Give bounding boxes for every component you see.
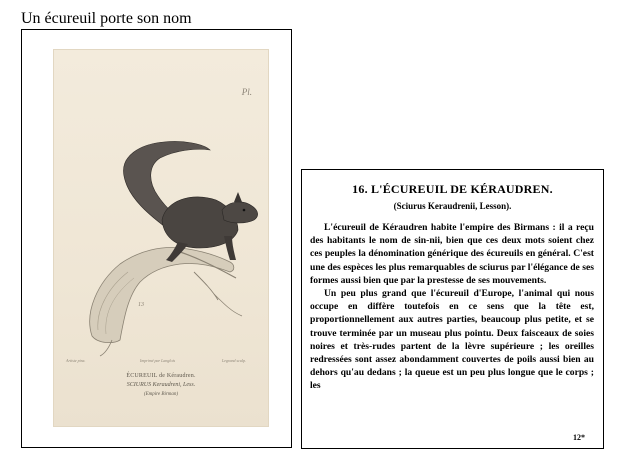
plate-number: Pl. [241,87,252,97]
book-excerpt [301,169,604,449]
entry-title: 16. L'ÉCUREUIL DE KÉRAUDREN. [352,182,553,196]
branch [90,248,234,343]
plate-credit-right: Legrand sculp. [222,358,246,363]
plate-image-frame [21,29,292,448]
entry-subtitle: (Sciurus Keraudrenii, Lesson). [393,201,512,211]
squirrel-illustration [54,50,268,426]
entry-body [310,221,594,393]
head [222,202,258,223]
entry-paragraph-1: L'écureuil de Kéraudren habite l'empire des Birmans : il a reçu des habitants le nom de sin-nii, bien que ces deux mots soient chez ces peuples la dénomination générique des écureuils en général. C'est une des espèces les plus remarquables de sciurus par l'élégance de ses formes aussi bien que par la prestesse de ses mouvements. [310,222,594,286]
plate-caption-location: (Empire Birman) [143,392,179,397]
plate-credit-left: Artiste pinx. [66,358,86,363]
plate-paper [54,50,268,426]
plate-mark: 13 [138,302,144,308]
page-signature: 12* [573,433,585,442]
page-title: Un écureuil porte son nom [21,10,192,27]
plate-credit-center: Imprimé par Langlois [140,358,176,363]
plate-caption-common-name: ÉCUREUIL de Kéraudren. [126,373,196,379]
plate-caption-latin-name: SCIURUS Keraudreni, Less. [126,382,196,388]
entry-paragraph-2: Un peu plus grand que l'écureuil d'Europe, l'animal qui nous occupe en diffère toutefois en ce sens que la tête est, proportionnellement aux autres parties, beaucoup plus petite, et se trouve terminée par un museau plus pointu. Deux faisceaux de soies noires et très-rudes partent de la lèvre supérieure ; les oreilles redressées sont assez abondamment couvertes de poils aussi bien au dehors qu'au dedans ; la queue est un peu plus longue que le corps ; les [310,288,594,392]
